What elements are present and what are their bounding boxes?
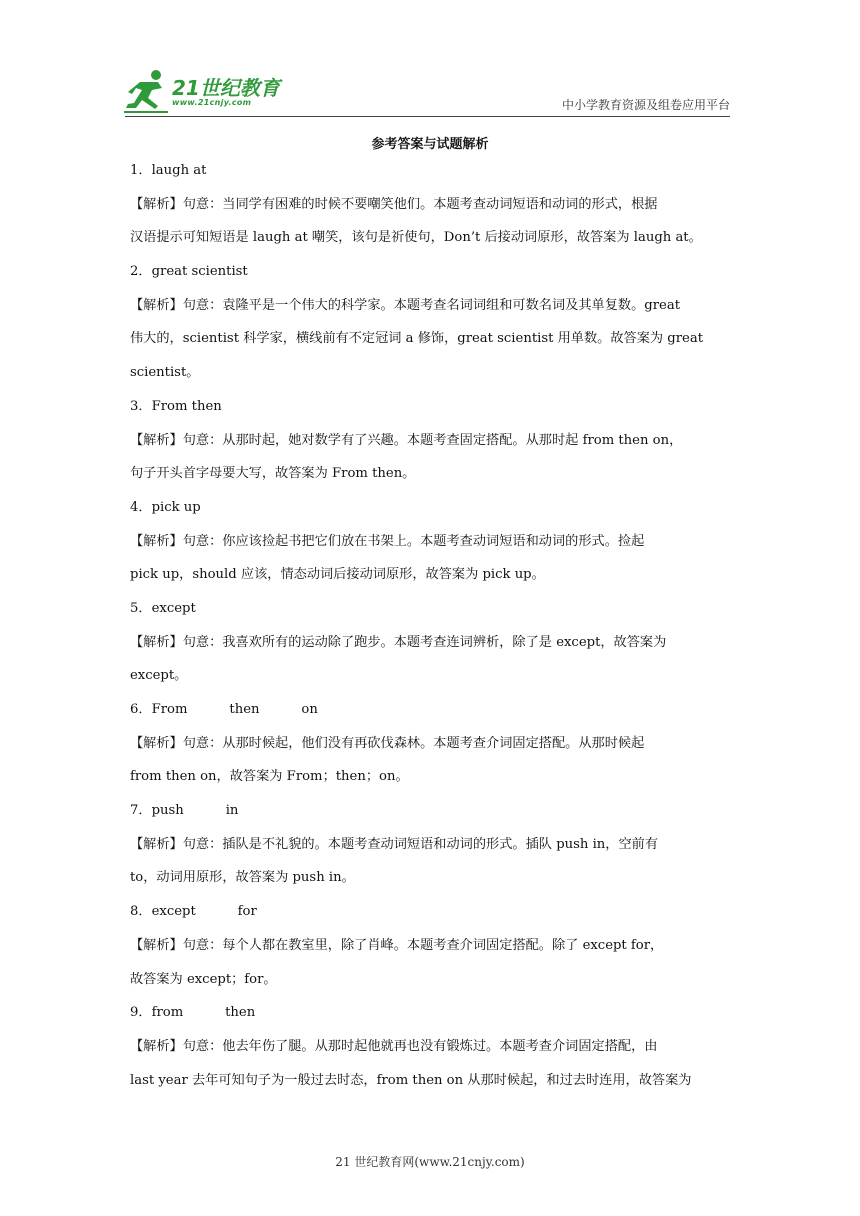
analysis-line: 【解析】句意：袁隆平是一个伟大的科学家。本题考查名词词组和可数名词及其单复数。great: [130, 297, 681, 313]
analysis-line: 【解析】句意：从那时起，她对数学有了兴趣。本题考查固定搭配。从那时起 from then on，: [130, 432, 683, 448]
analysis-line: 故答案为 except；for。: [130, 971, 277, 987]
answer-line: 2．great scientist: [130, 264, 248, 280]
analysis-line: 【解析】句意：每个人都在教室里，除了肖峰。本题考查介词固定搭配。除了 except for，: [130, 937, 664, 953]
analysis-line: 【解析】句意：你应该捡起书把它们放在书架上。本题考查动词短语和动词的形式。捡起: [130, 533, 645, 549]
logo-text: 21世纪教育: [172, 76, 280, 100]
answer-line: 9．from then: [130, 1005, 256, 1021]
analysis-line: 【解析】句意：插队是不礼貌的。本题考查动词短语和动词的形式。插队 push in，空前有: [130, 836, 659, 852]
running-man-icon: [122, 68, 172, 114]
page-title: 参考答案与试题解析: [371, 137, 489, 152]
platform-text: 中小学教育资源及组卷应用平台: [561, 98, 730, 112]
analysis-line: 【解析】句意：当同学有困难的时候不要嘲笑他们。本题考查动词短语和动词的形式，根据: [130, 196, 658, 212]
page-header: [0, 0, 860, 120]
answer-line: 5．except: [130, 600, 196, 616]
answer-line: 6．From then on: [130, 702, 318, 717]
analysis-line: scientist。: [130, 365, 200, 381]
header-divider: [125, 116, 730, 117]
analysis-line: pick up，should 应该，情态动词后接动词原形，故答案为 pick up。: [130, 567, 545, 583]
analysis-line: except。: [130, 668, 188, 684]
analysis-line: 【解析】句意：从那时候起，他们没有再砍伐森林。本题考查介词固定搭配。从那时候起: [130, 735, 645, 751]
answer-line: 1．laugh at: [130, 163, 207, 178]
site-logo[interactable]: [122, 68, 292, 116]
analysis-line: 【解析】句意：我喜欢所有的运动除了跑步。本题考查连词辨析，除了是 except，故答案为: [130, 634, 667, 650]
answer-line: 8．except for: [130, 904, 257, 920]
answer-line: 4．pick up: [130, 499, 201, 515]
analysis-line: from then on，故答案为 From；then；on。: [130, 769, 409, 785]
analysis-line: 汉语提示可知短语是 laugh at 嘲笑，该句是祈使句，Don’t 后接动词原形，故答案为 laugh at。: [130, 230, 702, 246]
analysis-line: to，动词用原形，故答案为 push in。: [130, 870, 355, 886]
analysis-line: 句子开头首字母要大写，故答案为 From then。: [130, 466, 416, 482]
answer-line: 7．push in: [130, 803, 239, 819]
answer-content: [130, 154, 730, 1097]
analysis-line: 伟大的，scientist 科学家，横线前有不定冠词 a 修饰，great scientist 用单数。故答案为 great: [130, 331, 704, 347]
analysis-line: 【解析】句意：他去年伤了腿。从那时起他就再也没有锻炼过。本题考查介词固定搭配，由: [130, 1038, 658, 1054]
page-footer: 21 世纪教育网(www.21cnjy.com): [335, 1155, 525, 1169]
analysis-line: last year 去年可知句子为一般过去时态，from then on 从那时候起，和过去时连用，故答案为: [130, 1072, 692, 1088]
answer-line: 3．From then: [130, 398, 222, 414]
logo-url: www.21cnjy.com: [172, 98, 252, 107]
